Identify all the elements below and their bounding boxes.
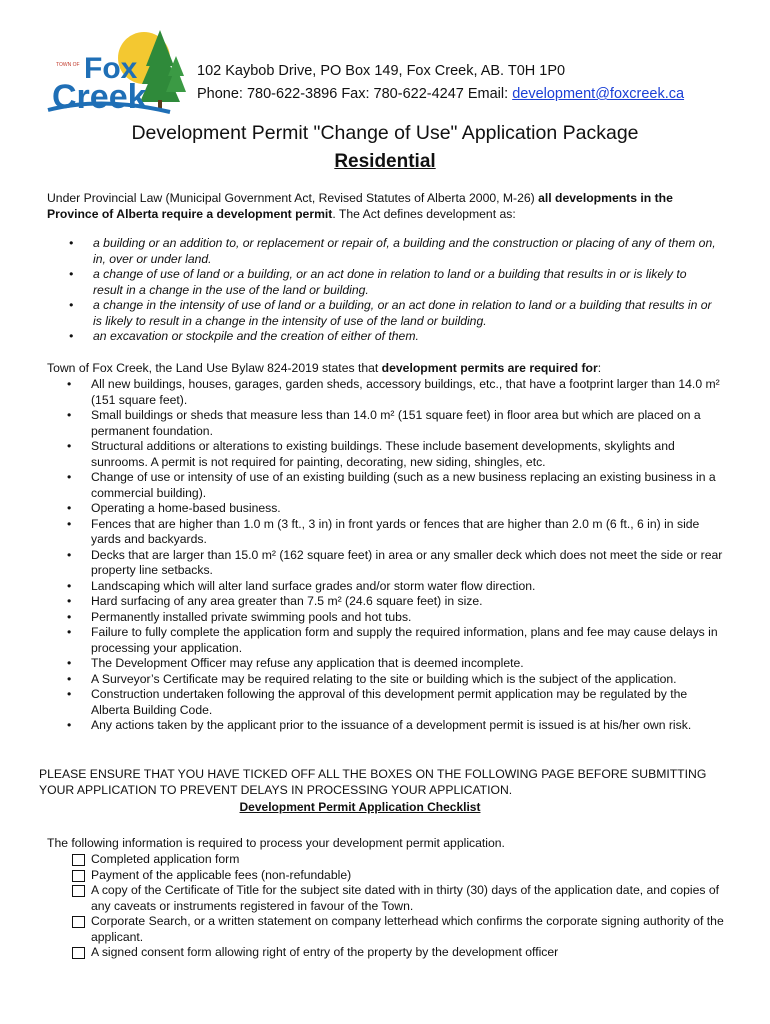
list-item: • an excavation or stockpile and the creation of either of them. bbox=[47, 329, 717, 345]
list-item: • Fences that are higher than 1.0 m (3 ft., 3 in) in front yards or fences that are higher than 2.0 m (6 ft., 6 in) in side yards and backyards. bbox=[47, 517, 727, 548]
address-line: 102 Kaybob Drive, PO Box 149, Fox Creek, AB. T0H 1P0 bbox=[197, 63, 566, 79]
checklist-item bbox=[72, 945, 732, 961]
intro-text-2: . The Act defines development as: bbox=[332, 207, 516, 221]
phone-fax-text: Phone: 780-622-3896 Fax: 780-622-4247 Email: bbox=[197, 86, 513, 102]
list-item: • Failure to fully complete the application form and supply the required information, plans and fee may cause delays in processing your application. bbox=[47, 625, 727, 656]
checklist-item bbox=[72, 914, 732, 945]
list-item: • Any actions taken by the applicant prior to the issuance of a development permit is issued is at his/her own risk. bbox=[47, 718, 727, 734]
checkbox[interactable] bbox=[72, 854, 85, 866]
list-item: • Hard surfacing of any area greater than 7.5 m² (24.6 square feet) in size. bbox=[47, 594, 727, 610]
list-item: • a building or an addition to, or replacement or repair of, a building and the construction or placing of any of them on, in, over or under land. bbox=[47, 236, 717, 267]
checklist-label: A signed consent form allowing right of entry of the property by the development officer bbox=[91, 945, 559, 959]
list-item: • A Surveyor’s Certificate may be required relating to the site or building which is the subject of the application. bbox=[47, 672, 727, 688]
checkbox[interactable] bbox=[72, 870, 85, 882]
intro-paragraph bbox=[47, 190, 727, 222]
intro-text-bold: all developments in the Province of Alberta require a development permit bbox=[47, 191, 673, 221]
list-item: • Construction undertaken following the approval of this development permit application may be regulated by the Alberta Building Code. bbox=[47, 687, 727, 718]
list-item: • Structural additions or alterations to existing buildings. These include basement developments, skylights and sunrooms. A permit is not required for painting, decorating, new siding, shingles, etc. bbox=[47, 439, 727, 470]
list-item: • Operating a home-based business. bbox=[47, 501, 727, 517]
list-item: • Change of use or intensity of use of an existing building (such as a new business replacing an existing business in a commercial building). bbox=[47, 470, 727, 501]
checklist-label: A copy of the Certificate of Title for the subject site dated with in thirty (30) days of the application date, and copies of any caveats or instruments registered in favour of the Town. bbox=[91, 883, 720, 913]
requirements-list bbox=[47, 377, 727, 734]
checkbox[interactable] bbox=[72, 947, 85, 959]
checklist-intro: The following information is required to process your development permit application. bbox=[47, 836, 505, 850]
checklist-item bbox=[72, 868, 732, 884]
list-item: • All new buildings, houses, garages, garden sheds, accessory buildings, etc., that have a footprint larger than 14.0 m² (151 square feet). bbox=[47, 377, 727, 408]
checklist bbox=[72, 852, 732, 961]
intro-text-1: Under Provincial Law (Municipal Government Act, Revised Statutes of Alberta 2000, M-26) bbox=[47, 191, 539, 205]
list-item: • Landscaping which will alter land surface grades and/or storm water flow direction. bbox=[47, 579, 727, 595]
ensure-notice: PLEASE ENSURE THAT YOU HAVE TICKED OFF ALL THE BOXES ON THE FOLLOWING PAGE BEFORE SUBMITTING YOUR APPLICATION TO PREVENT DELAYS IN PROCESSING YOUR APPLICATION. bbox=[39, 767, 707, 797]
checklist-item bbox=[72, 852, 732, 868]
town-paragraph bbox=[47, 360, 727, 376]
town-text-1: Town of Fox Creek, the Land Use Bylaw 824-2019 states that bbox=[47, 361, 382, 375]
phone-line bbox=[197, 83, 684, 106]
contact-block bbox=[197, 60, 684, 106]
definitions-list bbox=[47, 236, 717, 345]
list-item: • Permanently installed private swimming pools and hot tubs. bbox=[47, 610, 727, 626]
logo-word-creek: Creek bbox=[52, 78, 147, 116]
checklist-item bbox=[72, 883, 732, 914]
email-link[interactable]: development@foxcreek.ca bbox=[512, 86, 685, 102]
page-subtitle: Residential bbox=[334, 151, 436, 172]
logo-word-fox: Fox bbox=[84, 52, 138, 85]
list-item: • a change of use of land or a building, or an act done in relation to land or a building that results in or is likely to result in a change in the use of the land or building. bbox=[47, 267, 717, 298]
list-item: • Small buildings or sheds that measure less than 14.0 m² (151 square feet) in floor area but which are placed on a permanent foundation. bbox=[47, 408, 727, 439]
list-item: • a change in the intensity of use of land or a building, or an act done in relation to land or a building that results in or is likely to result in a change in the intensity of use of the land or building. bbox=[47, 298, 717, 329]
checkbox[interactable] bbox=[72, 916, 85, 928]
checklist-label: Completed application form bbox=[91, 852, 240, 866]
list-item: • Decks that are larger than 15.0 m² (162 square feet) in area or any smaller deck which does not meet the side or rear property line setbacks. bbox=[47, 548, 727, 579]
checklist-label: Corporate Search, or a written statement on company letterhead which confirms the corporate signing authority of the applicant. bbox=[91, 914, 724, 944]
town-text-2: : bbox=[597, 361, 602, 375]
checklist-title: Development Permit Application Checklist bbox=[239, 800, 481, 814]
page-title: Development Permit "Change of Use" Application Package bbox=[131, 122, 639, 144]
fox-creek-logo bbox=[42, 26, 190, 118]
checklist-label: Payment of the applicable fees (non-refundable) bbox=[91, 867, 352, 882]
town-text-bold: development permits are required for bbox=[381, 361, 598, 375]
checkbox[interactable] bbox=[72, 885, 85, 897]
logo-small-text: TOWN OF bbox=[56, 62, 80, 68]
list-item: • The Development Officer may refuse any application that is deemed incomplete. bbox=[47, 656, 727, 672]
